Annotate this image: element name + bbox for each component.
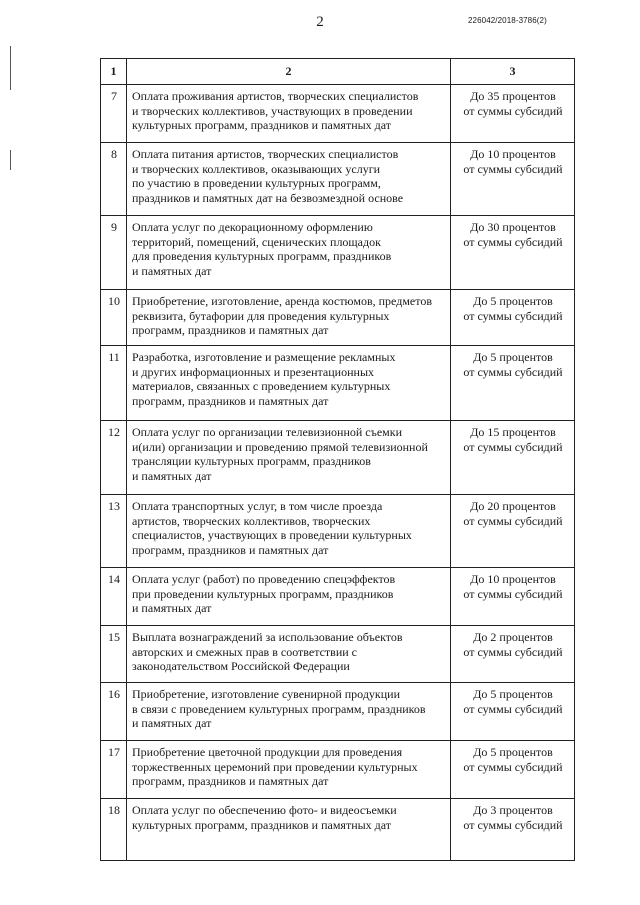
row-number: 15 xyxy=(101,626,127,683)
table-row xyxy=(101,799,575,861)
expense-description: Оплата услуг (работ) по проведению спецэффектов при проведении культурных программ, праздников и памятных дат xyxy=(127,568,451,626)
expense-description: Оплата питания артистов, творческих специалистов и творческих коллективов, оказывающих услуги по участию в проведении культурных программ, праздников и памятных дат на безвозмездной основе xyxy=(127,143,451,216)
row-number: 17 xyxy=(101,741,127,799)
subsidy-limit: До 2 процентов от суммы субсидий xyxy=(451,626,575,683)
expense-description: Приобретение, изготовление сувенирной продукции в связи с проведением культурных программ, праздников и памятных дат xyxy=(127,683,451,741)
table-row xyxy=(101,85,575,143)
subsidy-limit: До 10 процентов от суммы субсидий xyxy=(451,568,575,626)
subsidy-limit: До 3 процентов от суммы субсидий xyxy=(451,799,575,861)
subsidy-limit: До 5 процентов от суммы субсидий xyxy=(451,683,575,741)
row-number: 10 xyxy=(101,290,127,346)
table-row xyxy=(101,421,575,495)
table-row xyxy=(101,143,575,216)
table-row xyxy=(101,290,575,346)
subsidy-expense-table xyxy=(100,58,575,861)
column-header-number: 1 xyxy=(101,59,127,85)
subsidy-limit: До 20 процентов от суммы субсидий xyxy=(451,495,575,568)
subsidy-limit: До 5 процентов от суммы субсидий xyxy=(451,346,575,421)
margin-mark xyxy=(10,46,11,90)
subsidy-limit: До 10 процентов от суммы субсидий xyxy=(451,143,575,216)
row-number: 8 xyxy=(101,143,127,216)
subsidy-limit: До 5 процентов от суммы субсидий xyxy=(451,741,575,799)
column-header-expense: 2 xyxy=(127,59,451,85)
table-header-row xyxy=(101,59,575,85)
row-number: 9 xyxy=(101,216,127,290)
margin-mark xyxy=(10,150,11,170)
row-number: 7 xyxy=(101,85,127,143)
subsidy-limit: До 30 процентов от суммы субсидий xyxy=(451,216,575,290)
column-header-amount: 3 xyxy=(451,59,575,85)
expense-description: Приобретение цветочной продукции для проведения торжественных церемоний при проведении культурных программ, праздников и памятных дат xyxy=(127,741,451,799)
table-row xyxy=(101,346,575,421)
expense-description: Приобретение, изготовление, аренда костюмов, предметов реквизита, бутафории для проведения культурных программ, праздников и памятных дат xyxy=(127,290,451,346)
table-row xyxy=(101,568,575,626)
row-number: 12 xyxy=(101,421,127,495)
document-id: 226042/2018-3786(2) xyxy=(468,16,547,25)
row-number: 16 xyxy=(101,683,127,741)
subsidy-limit: До 35 процентов от суммы субсидий xyxy=(451,85,575,143)
expense-description: Оплата услуг по декорационному оформлению территорий, помещений, сценических площадок для проведения культурных программ, праздников и памятных дат xyxy=(127,216,451,290)
row-number: 14 xyxy=(101,568,127,626)
expense-description: Оплата услуг по обеспечению фото- и видеосъемки культурных программ, праздников и памятных дат xyxy=(127,799,451,861)
table-row xyxy=(101,495,575,568)
expense-description: Оплата проживания артистов, творческих специалистов и творческих коллективов, участвующих в проведении культурных программ, праздников и памятных дат xyxy=(127,85,451,143)
row-number: 11 xyxy=(101,346,127,421)
table-row xyxy=(101,741,575,799)
page-number: 2 xyxy=(316,14,324,30)
expense-description: Оплата услуг по организации телевизионной съемки и(или) организации и проведению прямой телевизионной трансляции культурных программ, праздников и памятных дат xyxy=(127,421,451,495)
expense-description: Выплата вознаграждений за использование объектов авторских и смежных прав в соответствии с законодательством Российской Федерации xyxy=(127,626,451,683)
expense-description: Разработка, изготовление и размещение рекламных и других информационных и презентационных материалов, связанных с проведением культурных программ, праздников и памятных дат xyxy=(127,346,451,421)
table-row xyxy=(101,626,575,683)
subsidy-limit: До 15 процентов от суммы субсидий xyxy=(451,421,575,495)
row-number: 18 xyxy=(101,799,127,861)
subsidy-limit: До 5 процентов от суммы субсидий xyxy=(451,290,575,346)
expense-description: Оплата транспортных услуг, в том числе проезда артистов, творческих коллективов, творческих специалистов, участвующих в проведении культурных программ, праздников и памятных дат xyxy=(127,495,451,568)
row-number: 13 xyxy=(101,495,127,568)
table-row xyxy=(101,683,575,741)
table-row xyxy=(101,216,575,290)
